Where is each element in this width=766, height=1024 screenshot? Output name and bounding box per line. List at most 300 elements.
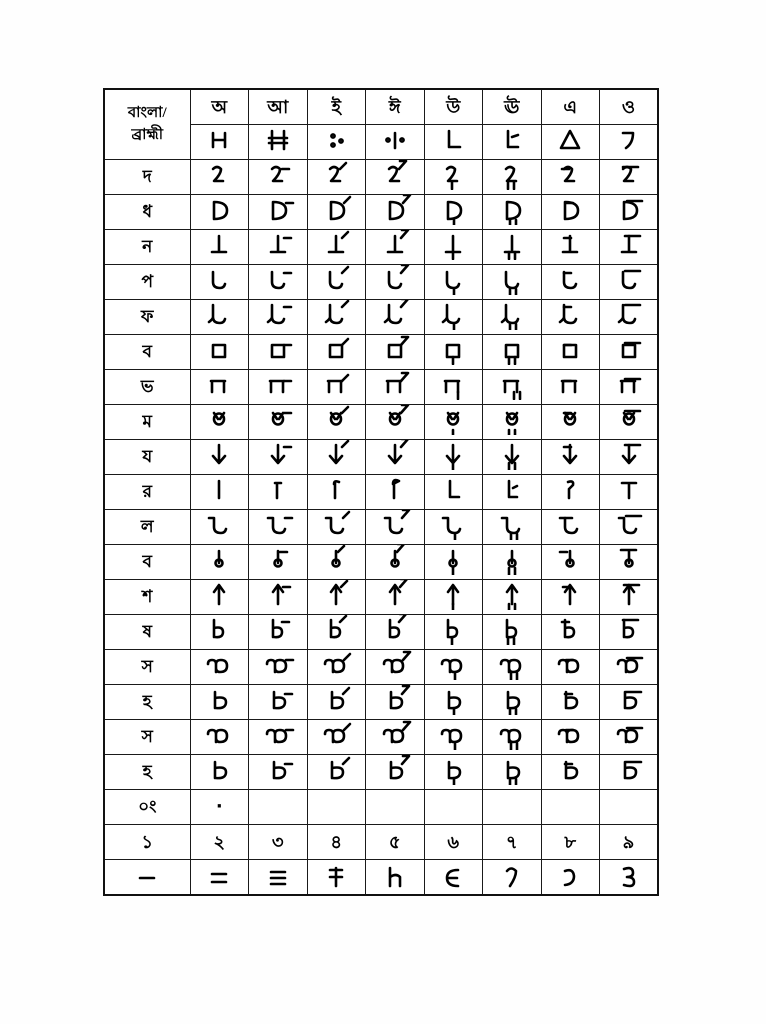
bangla-letter-cell [104, 300, 190, 335]
brahmi-digit-cell [483, 860, 542, 896]
brahmi-glyph-cell [424, 650, 483, 685]
brahmi-glyph-cell [541, 510, 600, 545]
brahmi-glyph-r15-c6 [547, 685, 593, 715]
bangla-letter-5: ব [142, 342, 152, 361]
brahmi-vowel-cell [190, 125, 249, 160]
brahmi-glyph-cell [249, 685, 308, 720]
brahmi-glyph-r3-c3 [372, 265, 418, 295]
brahmi-glyph-cell [541, 720, 600, 755]
brahmi-glyph-r11-c3 [372, 545, 418, 575]
brahmi-glyph-r17-c2 [313, 755, 359, 785]
bangla-letter-cell [104, 405, 190, 440]
brahmi-glyph-cell [307, 720, 366, 755]
brahmi-glyph-r10-c0 [196, 510, 242, 540]
bangla-letter-14: স [141, 657, 153, 676]
brahmi-digit-5 [425, 862, 483, 892]
table-row [104, 580, 658, 615]
brahmi-glyph-r15-c0 [196, 685, 242, 715]
brahmi-glyph-r8-c3 [372, 440, 418, 470]
bangla-digit-cell [104, 825, 190, 860]
vowel-header-0: অ [211, 96, 228, 117]
brahmi-glyph-r0-c0 [196, 160, 242, 190]
table-row [104, 405, 658, 440]
brahmi-glyph-r13-c5 [489, 615, 535, 645]
brahmi-glyph-r6-c3 [372, 370, 418, 400]
brahmi-glyph-r15-c4 [430, 685, 476, 715]
brahmi-glyph-r16-c5 [489, 720, 535, 750]
brahmi-glyph-r7-c4 [430, 405, 476, 435]
brahmi-glyph-cell [366, 510, 425, 545]
brahmi-glyph-cell [424, 300, 483, 335]
bangla-digit-cell [190, 825, 249, 860]
anusvara-label: ০ং [138, 797, 157, 816]
brahmi-glyph-cell [483, 650, 542, 685]
bangla-letter-cell [104, 545, 190, 580]
corner-label-line2: ব্রাহ্মী [131, 126, 163, 143]
brahmi-glyph-cell [190, 755, 249, 790]
brahmi-digit-cell [104, 860, 190, 896]
bangla-letter-4: ফ [141, 307, 154, 326]
brahmi-glyph-r7-c7 [606, 405, 652, 435]
brahmi-glyph-cell [424, 370, 483, 405]
bangla-letter-13: ষ [142, 622, 152, 641]
vowel-header-cell [190, 89, 249, 125]
brahmi-glyph-cell [366, 545, 425, 580]
brahmi-glyph-r1-c7 [606, 195, 652, 225]
brahmi-glyph-cell [249, 160, 308, 195]
bangla-digit-4: ৫ [388, 831, 401, 852]
brahmi-glyph-r1-c3 [372, 195, 418, 225]
brahmi-digit-0 [105, 862, 190, 892]
brahmi-glyph-cell [190, 685, 249, 720]
brahmi-glyph-cell [249, 265, 308, 300]
bangla-letter-cell [104, 475, 190, 510]
anusvara-cell [483, 790, 542, 825]
brahmi-glyph-cell [249, 475, 308, 510]
bangla-letter-cell [104, 685, 190, 720]
brahmi-glyph-r6-c1 [255, 370, 301, 400]
bangla-digit-1: ২ [213, 831, 226, 852]
bangla-brahmi-table [103, 88, 659, 896]
brahmi-glyph-r0-c4 [430, 160, 476, 190]
brahmi-glyph-cell [541, 650, 600, 685]
brahmi-glyph-r9-c6 [547, 475, 593, 505]
brahmi-glyph-r2-c4 [430, 230, 476, 260]
brahmi-glyph-r8-c0 [196, 440, 242, 470]
brahmi-glyph-cell [366, 440, 425, 475]
bangla-letter-cell [104, 335, 190, 370]
bangla-digit-cell [249, 825, 308, 860]
brahmi-glyph-cell [483, 615, 542, 650]
brahmi-glyph-r5-c3 [372, 335, 418, 365]
brahmi-glyph-r8-c1 [255, 440, 301, 470]
brahmi-glyph-cell [249, 720, 308, 755]
brahmi-glyph-cell [600, 580, 659, 615]
brahmi-glyph-cell [307, 230, 366, 265]
anusvara-cell [307, 790, 366, 825]
table-row [104, 615, 658, 650]
brahmi-glyph-r4-c5 [489, 300, 535, 330]
anusvara-cell [190, 790, 249, 825]
brahmi-glyph-r0-c2 [313, 160, 359, 190]
brahmi-glyph-cell [366, 720, 425, 755]
brahmi-glyph-r17-c5 [489, 755, 535, 785]
brahmi-vowel-glyph-2 [313, 125, 359, 155]
brahmi-glyph-r3-c4 [430, 265, 476, 295]
brahmi-glyph-cell [366, 300, 425, 335]
brahmi-glyph-r8-c2 [313, 440, 359, 470]
brahmi-glyph-r12-c0 [196, 580, 242, 610]
brahmi-glyph-r16-c6 [547, 720, 593, 750]
brahmi-glyph-cell [366, 160, 425, 195]
brahmi-glyph-r2-c1 [255, 230, 301, 260]
brahmi-digit-6 [483, 862, 541, 892]
brahmi-glyph-cell [424, 720, 483, 755]
bangla-letter-16: স [141, 727, 153, 746]
bangla-digit-0: ১ [141, 831, 154, 852]
brahmi-glyph-r5-c1 [255, 335, 301, 365]
anusvara-label-cell [104, 790, 190, 825]
corner-label-line1: বাংলা/ [127, 104, 167, 121]
brahmi-glyph-r14-c6 [547, 650, 593, 680]
bangla-digit-cell [541, 825, 600, 860]
brahmi-digit-1 [191, 862, 249, 892]
brahmi-glyph-cell [366, 615, 425, 650]
bangla-digit-cell [366, 825, 425, 860]
brahmi-digit-cell [366, 860, 425, 896]
brahmi-glyph-cell [541, 405, 600, 440]
brahmi-vowel-glyph-3 [372, 125, 418, 155]
brahmi-glyph-cell [424, 230, 483, 265]
vowel-header-cell [424, 89, 483, 125]
brahmi-glyph-cell [307, 440, 366, 475]
vowel-header-7: ও [621, 96, 636, 117]
table-row [104, 195, 658, 230]
brahmi-glyph-r12-c5 [489, 580, 535, 610]
brahmi-glyph-cell [307, 265, 366, 300]
brahmi-glyph-cell [600, 160, 659, 195]
brahmi-glyph-cell [307, 615, 366, 650]
brahmi-glyph-r5-c5 [489, 335, 535, 365]
vowel-header-5: ঊ [504, 96, 520, 117]
brahmi-glyph-r16-c1 [255, 720, 301, 750]
brahmi-vowel-cell [249, 125, 308, 160]
brahmi-glyph-r2-c0 [196, 230, 242, 260]
bangla-letter-cell [104, 160, 190, 195]
brahmi-glyph-cell [366, 230, 425, 265]
brahmi-glyph-cell [483, 510, 542, 545]
brahmi-glyph-r17-c7 [606, 755, 652, 785]
brahmi-glyph-cell [483, 370, 542, 405]
brahmi-glyph-r2-c6 [547, 230, 593, 260]
brahmi-glyph-r11-c6 [547, 545, 593, 575]
bangla-letter-17: হ [142, 762, 152, 781]
bangla-digit-2: ৩ [271, 831, 284, 852]
brahmi-glyph-cell [424, 545, 483, 580]
bangla-letter-cell [104, 195, 190, 230]
corner-label [105, 103, 190, 147]
brahmi-glyph-r3-c0 [196, 265, 242, 295]
anusvara-value-0: · [215, 796, 223, 817]
brahmi-glyph-cell [483, 685, 542, 720]
brahmi-glyph-r6-c4 [430, 370, 476, 400]
brahmi-glyph-r2-c5 [489, 230, 535, 260]
brahmi-glyph-cell [600, 440, 659, 475]
brahmi-glyph-r16-c3 [372, 720, 418, 750]
brahmi-glyph-cell [307, 405, 366, 440]
brahmi-glyph-cell [600, 300, 659, 335]
brahmi-glyph-cell [190, 370, 249, 405]
brahmi-glyph-cell [307, 160, 366, 195]
brahmi-glyph-cell [424, 510, 483, 545]
brahmi-glyph-r11-c0 [196, 545, 242, 575]
brahmi-glyph-r4-c7 [606, 300, 652, 330]
brahmi-glyph-r4-c3 [372, 300, 418, 330]
brahmi-glyph-cell [307, 580, 366, 615]
bangla-letter-2: ন [142, 237, 153, 256]
brahmi-glyph-r16-c7 [606, 720, 652, 750]
brahmi-glyph-cell [190, 160, 249, 195]
brahmi-digit-cell [190, 860, 249, 896]
brahmi-vowel-glyph-4 [430, 125, 476, 155]
bangla-digit-6: ৭ [505, 831, 518, 852]
bangla-letter-9: র [142, 482, 152, 501]
brahmi-glyph-r1-c0 [196, 195, 242, 225]
brahmi-glyph-cell [190, 650, 249, 685]
brahmi-glyph-cell [424, 475, 483, 510]
brahmi-digit-8 [600, 862, 657, 892]
brahmi-glyph-cell [541, 685, 600, 720]
brahmi-glyph-cell [424, 335, 483, 370]
brahmi-glyph-r11-c5 [489, 545, 535, 575]
table-row [104, 475, 658, 510]
brahmi-glyph-r6-c5 [489, 370, 535, 400]
brahmi-digit-4 [366, 862, 424, 892]
brahmi-glyph-r15-c7 [606, 685, 652, 715]
brahmi-glyph-r9-c2 [313, 475, 359, 505]
brahmi-glyph-cell [424, 615, 483, 650]
brahmi-glyph-cell [190, 615, 249, 650]
brahmi-glyph-cell [190, 195, 249, 230]
brahmi-glyph-cell [190, 335, 249, 370]
brahmi-glyph-r9-c3 [372, 475, 418, 505]
brahmi-glyph-cell [307, 685, 366, 720]
brahmi-glyph-cell [249, 440, 308, 475]
brahmi-glyph-r12-c4 [430, 580, 476, 610]
brahmi-glyph-r9-c7 [606, 475, 652, 505]
brahmi-glyph-r5-c6 [547, 335, 593, 365]
brahmi-glyph-cell [600, 650, 659, 685]
brahmi-glyph-cell [541, 475, 600, 510]
brahmi-glyph-cell [483, 335, 542, 370]
brahmi-vowel-cell [600, 125, 659, 160]
brahmi-glyph-cell [541, 545, 600, 580]
bangla-letter-cell [104, 720, 190, 755]
brahmi-glyph-r6-c2 [313, 370, 359, 400]
table-row-brahmi-digits [104, 860, 658, 896]
brahmi-glyph-r13-c0 [196, 615, 242, 645]
brahmi-glyph-r0-c1 [255, 160, 301, 190]
brahmi-vowel-glyph-7 [606, 125, 652, 155]
bangla-letter-0: দ [142, 167, 152, 186]
brahmi-glyph-cell [366, 685, 425, 720]
brahmi-glyph-r7-c5 [489, 405, 535, 435]
bangla-letter-12: শ [142, 587, 153, 606]
brahmi-glyph-cell [307, 650, 366, 685]
brahmi-glyph-r7-c1 [255, 405, 301, 435]
brahmi-glyph-r8-c4 [430, 440, 476, 470]
brahmi-glyph-r7-c6 [547, 405, 593, 435]
brahmi-glyph-cell [366, 265, 425, 300]
brahmi-glyph-cell [190, 545, 249, 580]
brahmi-glyph-cell [483, 580, 542, 615]
brahmi-glyph-cell [600, 475, 659, 510]
brahmi-glyph-cell [249, 615, 308, 650]
brahmi-glyph-cell [541, 300, 600, 335]
brahmi-glyph-r10-c7 [606, 510, 652, 540]
vowel-header-2: ই [331, 96, 341, 117]
brahmi-glyph-cell [366, 580, 425, 615]
brahmi-glyph-r7-c2 [313, 405, 359, 435]
brahmi-glyph-cell [249, 545, 308, 580]
bangla-letter-cell [104, 265, 190, 300]
vowel-header-cell [483, 89, 542, 125]
bangla-letter-cell [104, 615, 190, 650]
brahmi-glyph-cell [600, 685, 659, 720]
bangla-letter-cell [104, 510, 190, 545]
brahmi-glyph-cell [600, 545, 659, 580]
brahmi-glyph-r3-c6 [547, 265, 593, 295]
bangla-digit-cell [600, 825, 659, 860]
anusvara-cell [541, 790, 600, 825]
brahmi-glyph-r17-c0 [196, 755, 242, 785]
brahmi-glyph-r9-c5 [489, 475, 535, 505]
brahmi-glyph-r8-c5 [489, 440, 535, 470]
brahmi-glyph-r9-c1 [255, 475, 301, 505]
table-row [104, 160, 658, 195]
brahmi-glyph-r7-c3 [372, 405, 418, 435]
bangla-digit-5: ৬ [447, 831, 460, 852]
brahmi-glyph-cell [600, 265, 659, 300]
brahmi-glyph-r7-c0 [196, 405, 242, 435]
brahmi-glyph-cell [307, 475, 366, 510]
brahmi-glyph-r4-c2 [313, 300, 359, 330]
brahmi-glyph-cell [307, 545, 366, 580]
brahmi-glyph-cell [541, 195, 600, 230]
table-row [104, 335, 658, 370]
table-row-vowel-headers [104, 89, 658, 125]
bangla-letter-1: ধ [142, 202, 153, 221]
bangla-letter-8: য [142, 447, 153, 466]
brahmi-vowel-glyph-5 [489, 125, 535, 155]
brahmi-glyph-r5-c4 [430, 335, 476, 365]
brahmi-glyph-cell [600, 755, 659, 790]
brahmi-glyph-cell [541, 160, 600, 195]
brahmi-glyph-cell [249, 300, 308, 335]
brahmi-glyph-cell [424, 195, 483, 230]
brahmi-glyph-cell [483, 440, 542, 475]
brahmi-glyph-r13-c3 [372, 615, 418, 645]
brahmi-glyph-cell [424, 265, 483, 300]
brahmi-glyph-r9-c0 [196, 475, 242, 505]
bangla-digit-3: ৪ [330, 831, 343, 852]
brahmi-glyph-cell [307, 370, 366, 405]
brahmi-glyph-r10-c6 [547, 510, 593, 540]
brahmi-glyph-r6-c7 [606, 370, 652, 400]
brahmi-glyph-cell [600, 510, 659, 545]
brahmi-glyph-r3-c2 [313, 265, 359, 295]
brahmi-glyph-r6-c0 [196, 370, 242, 400]
bangla-letter-cell [104, 440, 190, 475]
brahmi-glyph-cell [424, 755, 483, 790]
brahmi-glyph-cell [424, 580, 483, 615]
brahmi-glyph-r8-c7 [606, 440, 652, 470]
brahmi-digit-cell [424, 860, 483, 896]
brahmi-glyph-r11-c7 [606, 545, 652, 575]
bangla-letter-cell [104, 230, 190, 265]
brahmi-glyph-r14-c2 [313, 650, 359, 680]
brahmi-glyph-r17-c6 [547, 755, 593, 785]
brahmi-glyph-cell [366, 370, 425, 405]
brahmi-glyph-cell [483, 755, 542, 790]
brahmi-glyph-r2-c2 [313, 230, 359, 260]
brahmi-glyph-cell [190, 300, 249, 335]
brahmi-glyph-r4-c4 [430, 300, 476, 330]
brahmi-glyph-r8-c6 [547, 440, 593, 470]
brahmi-glyph-cell [190, 580, 249, 615]
brahmi-glyph-cell [249, 370, 308, 405]
brahmi-glyph-cell [366, 335, 425, 370]
brahmi-glyph-r17-c3 [372, 755, 418, 785]
brahmi-glyph-r10-c4 [430, 510, 476, 540]
bangla-digit-cell [424, 825, 483, 860]
brahmi-glyph-r13-c4 [430, 615, 476, 645]
bangla-digit-cell [307, 825, 366, 860]
bangla-letter-cell [104, 580, 190, 615]
brahmi-glyph-r17-c4 [430, 755, 476, 785]
brahmi-glyph-cell [249, 335, 308, 370]
brahmi-glyph-cell [600, 335, 659, 370]
brahmi-glyph-cell [190, 510, 249, 545]
bangla-digit-cell [483, 825, 542, 860]
brahmi-glyph-cell [483, 405, 542, 440]
brahmi-glyph-cell [541, 615, 600, 650]
brahmi-glyph-cell [424, 160, 483, 195]
brahmi-glyph-r12-c2 [313, 580, 359, 610]
bangla-letter-cell [104, 755, 190, 790]
brahmi-glyph-cell [541, 265, 600, 300]
brahmi-glyph-cell [424, 405, 483, 440]
bangla-digit-7: ৮ [564, 831, 577, 852]
brahmi-glyph-cell [483, 545, 542, 580]
brahmi-glyph-r3-c5 [489, 265, 535, 295]
brahmi-glyph-cell [541, 440, 600, 475]
brahmi-glyph-cell [600, 195, 659, 230]
brahmi-glyph-r16-c0 [196, 720, 242, 750]
bangla-letter-cell [104, 370, 190, 405]
brahmi-glyph-cell [249, 650, 308, 685]
brahmi-glyph-cell [307, 755, 366, 790]
brahmi-glyph-cell [483, 160, 542, 195]
vowel-header-1: আ [267, 96, 289, 117]
brahmi-glyph-r13-c2 [313, 615, 359, 645]
brahmi-glyph-r5-c2 [313, 335, 359, 365]
brahmi-glyph-cell [541, 580, 600, 615]
vowel-header-6: এ [563, 96, 578, 117]
brahmi-glyph-cell [600, 370, 659, 405]
brahmi-glyph-r14-c5 [489, 650, 535, 680]
brahmi-glyph-r9-c4 [430, 475, 476, 505]
